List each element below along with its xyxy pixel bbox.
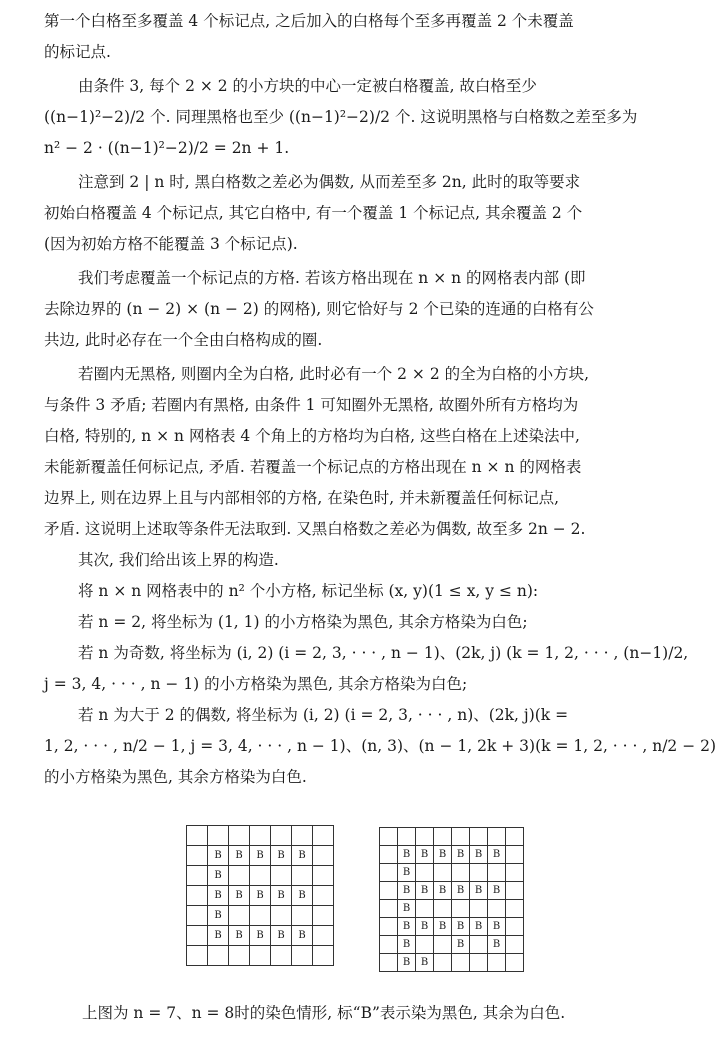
text-line: n² − 2 · ((n−1)²−2)/2 = 2n + 1. bbox=[44, 139, 290, 157]
grid-row bbox=[187, 886, 334, 906]
grid-cell bbox=[292, 826, 313, 846]
grid-cell bbox=[313, 866, 334, 886]
grid-cell bbox=[229, 906, 250, 926]
grid-cell bbox=[506, 846, 524, 864]
grid-cell: B bbox=[398, 864, 416, 882]
grid-cell bbox=[313, 826, 334, 846]
grid-cell bbox=[271, 826, 292, 846]
grid-cell bbox=[488, 954, 506, 972]
text-line: 我们考虑覆盖一个标记点的方格. 若该方格出现在 n × n 的网格表内部 (即 bbox=[78, 269, 586, 287]
grid-row bbox=[187, 906, 334, 926]
grid-cell bbox=[452, 954, 470, 972]
grid-cell bbox=[506, 918, 524, 936]
grid-cell bbox=[416, 900, 434, 918]
grid-n8 bbox=[379, 827, 524, 972]
grid-cell bbox=[271, 906, 292, 926]
grid-cell bbox=[416, 828, 434, 846]
grid-cell bbox=[470, 954, 488, 972]
grid-cell bbox=[313, 886, 334, 906]
text-line: 若圈内无黑格, 则圈内全为白格, 此时必有一个 2 × 2 的全为白格的小方块, bbox=[78, 365, 590, 383]
grid-cell bbox=[380, 828, 398, 846]
grid-cell: B bbox=[470, 918, 488, 936]
grid-cell bbox=[488, 828, 506, 846]
grid-cell bbox=[434, 828, 452, 846]
grid-cell bbox=[434, 900, 452, 918]
grid-row bbox=[380, 954, 524, 972]
grid-cell bbox=[416, 936, 434, 954]
text-line: 共边, 此时必存在一个全由白格构成的圈. bbox=[44, 331, 323, 349]
grid-cell bbox=[250, 946, 271, 966]
grid-cell bbox=[313, 846, 334, 866]
grid-cell bbox=[470, 864, 488, 882]
grid-cell: B bbox=[434, 846, 452, 864]
grid-cell: B bbox=[452, 936, 470, 954]
grid-cell: B bbox=[292, 926, 313, 946]
grid-cell bbox=[488, 900, 506, 918]
grid-cell: B bbox=[488, 936, 506, 954]
text-line: 的小方格染为黑色, 其余方格染为白色. bbox=[44, 768, 307, 786]
grid-cell bbox=[292, 946, 313, 966]
grid-cell bbox=[452, 828, 470, 846]
grid-cell bbox=[380, 864, 398, 882]
text-line: 注意到 2 | n 时, 黑白格数之差必为偶数, 从而差至多 2n, 此时的取等要求 bbox=[78, 173, 581, 191]
grid-cell bbox=[187, 846, 208, 866]
grid-cell: B bbox=[434, 918, 452, 936]
grid-cell bbox=[470, 828, 488, 846]
grid-cell bbox=[380, 918, 398, 936]
grid-cell bbox=[313, 946, 334, 966]
text-line: 初始白格覆盖 4 个标记点, 其它白格中, 有一个覆盖 1 个标记点, 其余覆盖 2 个 bbox=[44, 204, 583, 222]
text-line: 1, 2, · · · , n/2 − 1, j = 3, 4, · · · , n − 1)、(n, 3)、(n − 1, 2k + 3)(k = 1, 2, · · · , n/2 − 2) bbox=[44, 737, 716, 755]
text-line: j = 3, 4, · · · , n − 1) 的小方格染为黑色, 其余方格染为白色; bbox=[44, 675, 468, 693]
grid-row bbox=[187, 926, 334, 946]
grid-cell bbox=[250, 866, 271, 886]
text-line: 若 n = 2, 将坐标为 (1, 1) 的小方格染为黑色, 其余方格染为白色; bbox=[78, 613, 528, 631]
grid-cell: B bbox=[271, 886, 292, 906]
grid-cell bbox=[313, 926, 334, 946]
grid-cell: B bbox=[208, 846, 229, 866]
grid-cell: B bbox=[470, 846, 488, 864]
grid-cell bbox=[380, 954, 398, 972]
grid-cell bbox=[452, 900, 470, 918]
grid-cell bbox=[506, 864, 524, 882]
text-line: (因为初始方格不能覆盖 3 个标记点). bbox=[44, 235, 298, 253]
grid-cell bbox=[229, 946, 250, 966]
grid-cell: B bbox=[398, 900, 416, 918]
grid-cell bbox=[271, 946, 292, 966]
grid-cell: B bbox=[398, 882, 416, 900]
grid-cell bbox=[229, 866, 250, 886]
grid-row bbox=[380, 846, 524, 864]
grid-cell: B bbox=[452, 918, 470, 936]
grid-cell bbox=[506, 954, 524, 972]
grid-cell: B bbox=[470, 882, 488, 900]
grid-cell bbox=[292, 906, 313, 926]
text-line: 由条件 3, 每个 2 × 2 的小方块的中心一定被白格覆盖, 故白格至少 bbox=[78, 77, 537, 95]
grid-cell bbox=[380, 900, 398, 918]
text-line: 若 n 为奇数, 将坐标为 (i, 2) (i = 2, 3, · · · , n − 1)、(2k, j) (k = 1, 2, · · · , (n−1)/2, bbox=[78, 644, 689, 662]
grid-cell bbox=[506, 900, 524, 918]
grid-cell: B bbox=[398, 918, 416, 936]
grid-cell: B bbox=[488, 882, 506, 900]
grid-cell bbox=[208, 946, 229, 966]
grid-cell bbox=[488, 864, 506, 882]
grid-cell: B bbox=[271, 846, 292, 866]
grid-cell bbox=[187, 906, 208, 926]
grid-cell bbox=[250, 906, 271, 926]
grid-cell: B bbox=[488, 846, 506, 864]
grid-row bbox=[187, 946, 334, 966]
grid-cell: B bbox=[452, 846, 470, 864]
grid-row bbox=[187, 826, 334, 846]
grid-cell: B bbox=[452, 882, 470, 900]
grid-cell bbox=[271, 866, 292, 886]
figure-grids bbox=[0, 825, 688, 975]
grid-cell bbox=[506, 882, 524, 900]
grid-cell bbox=[434, 936, 452, 954]
grid-cell: B bbox=[229, 926, 250, 946]
text-line: 白格, 特别的, n × n 网格表 4 个角上的方格均为白格, 这些白格在上述染法中, bbox=[44, 427, 580, 445]
grid-cell bbox=[187, 866, 208, 886]
grid-cell bbox=[434, 864, 452, 882]
text-line: 的标记点. bbox=[44, 43, 111, 61]
grid-row bbox=[187, 846, 334, 866]
grid-cell: B bbox=[250, 846, 271, 866]
grid-cell bbox=[452, 864, 470, 882]
grid-cell bbox=[380, 846, 398, 864]
grid-cell: B bbox=[292, 846, 313, 866]
grid-cell bbox=[187, 826, 208, 846]
grid-row bbox=[380, 936, 524, 954]
grid-cell bbox=[380, 882, 398, 900]
text-line: 与条件 3 矛盾; 若圈内有黑格, 由条件 1 可知圈外无黑格, 故圈外所有方格均为 bbox=[44, 396, 579, 414]
grid-cell bbox=[470, 900, 488, 918]
grid-cell: B bbox=[208, 906, 229, 926]
grid-row bbox=[380, 918, 524, 936]
grid-row bbox=[380, 882, 524, 900]
grid-cell bbox=[470, 936, 488, 954]
grid-cell: B bbox=[271, 926, 292, 946]
text-line: ((n−1)²−2)/2 个. 同理黑格也至少 ((n−1)²−2)/2 个. 这说明黑格与白格数之差至多为 bbox=[44, 108, 638, 126]
grid-cell bbox=[313, 906, 334, 926]
grid-cell: B bbox=[416, 882, 434, 900]
grid-cell: B bbox=[416, 846, 434, 864]
grid-cell: B bbox=[292, 886, 313, 906]
grid-n7 bbox=[186, 825, 334, 966]
text-line: 若 n 为大于 2 的偶数, 将坐标为 (i, 2) (i = 2, 3, · · · , n)、(2k, j)(k = bbox=[78, 706, 569, 724]
grid-cell: B bbox=[229, 886, 250, 906]
grid-cell: B bbox=[398, 846, 416, 864]
grid-cell: B bbox=[416, 918, 434, 936]
grid-row bbox=[380, 828, 524, 846]
grid-cell bbox=[506, 936, 524, 954]
grid-cell: B bbox=[434, 882, 452, 900]
grid-row bbox=[380, 864, 524, 882]
grid-cell bbox=[208, 826, 229, 846]
grid-cell bbox=[187, 926, 208, 946]
grid-cell bbox=[398, 828, 416, 846]
text-line: 将 n × n 网格表中的 n² 个小方格, 标记坐标 (x, y)(1 ≤ x, y ≤ n): bbox=[78, 582, 539, 600]
grid-row bbox=[380, 900, 524, 918]
text-line: 边界上, 则在边界上且与内部相邻的方格, 在染色时, 并未新覆盖任何标记点, bbox=[44, 489, 559, 507]
grid-cell: B bbox=[398, 936, 416, 954]
grid-cell bbox=[292, 866, 313, 886]
grid-cell: B bbox=[398, 954, 416, 972]
grid-cell: B bbox=[416, 954, 434, 972]
grid-row bbox=[187, 866, 334, 886]
text-line: 未能新覆盖任何标记点, 矛盾. 若覆盖一个标记点的方格出现在 n × n 的网格表 bbox=[44, 458, 582, 476]
text-line: 去除边界的 (n − 2) × (n − 2) 的网格), 则它恰好与 2 个已染的连通的白格有公 bbox=[44, 300, 594, 318]
grid-cell: B bbox=[208, 886, 229, 906]
grid-cell bbox=[434, 954, 452, 972]
grid-cell bbox=[187, 946, 208, 966]
grid-cell: B bbox=[250, 926, 271, 946]
figure-caption: 上图为 n = 7、n = 8时的染色情形, 标“B”表示染为黑色, 其余为白色. bbox=[82, 1004, 566, 1022]
grid-cell bbox=[416, 864, 434, 882]
solution-text bbox=[44, 6, 716, 793]
text-line: 其次, 我们给出该上界的构造. bbox=[78, 551, 279, 569]
text-line: 矛盾. 这说明上述取等条件无法取到. 又黑白格数之差必为偶数, 故至多 2n − 2. bbox=[44, 520, 586, 538]
grid-cell bbox=[250, 826, 271, 846]
grid-cell: B bbox=[250, 886, 271, 906]
grid-cell bbox=[506, 828, 524, 846]
grid-cell: B bbox=[488, 918, 506, 936]
grid-cell bbox=[229, 826, 250, 846]
grid-cell: B bbox=[208, 866, 229, 886]
text-line: 第一个白格至多覆盖 4 个标记点, 之后加入的白格每个至多再覆盖 2 个未覆盖 bbox=[44, 12, 574, 30]
grid-cell bbox=[380, 936, 398, 954]
grid-cell: B bbox=[229, 846, 250, 866]
grid-cell: B bbox=[208, 926, 229, 946]
grid-cell bbox=[187, 886, 208, 906]
